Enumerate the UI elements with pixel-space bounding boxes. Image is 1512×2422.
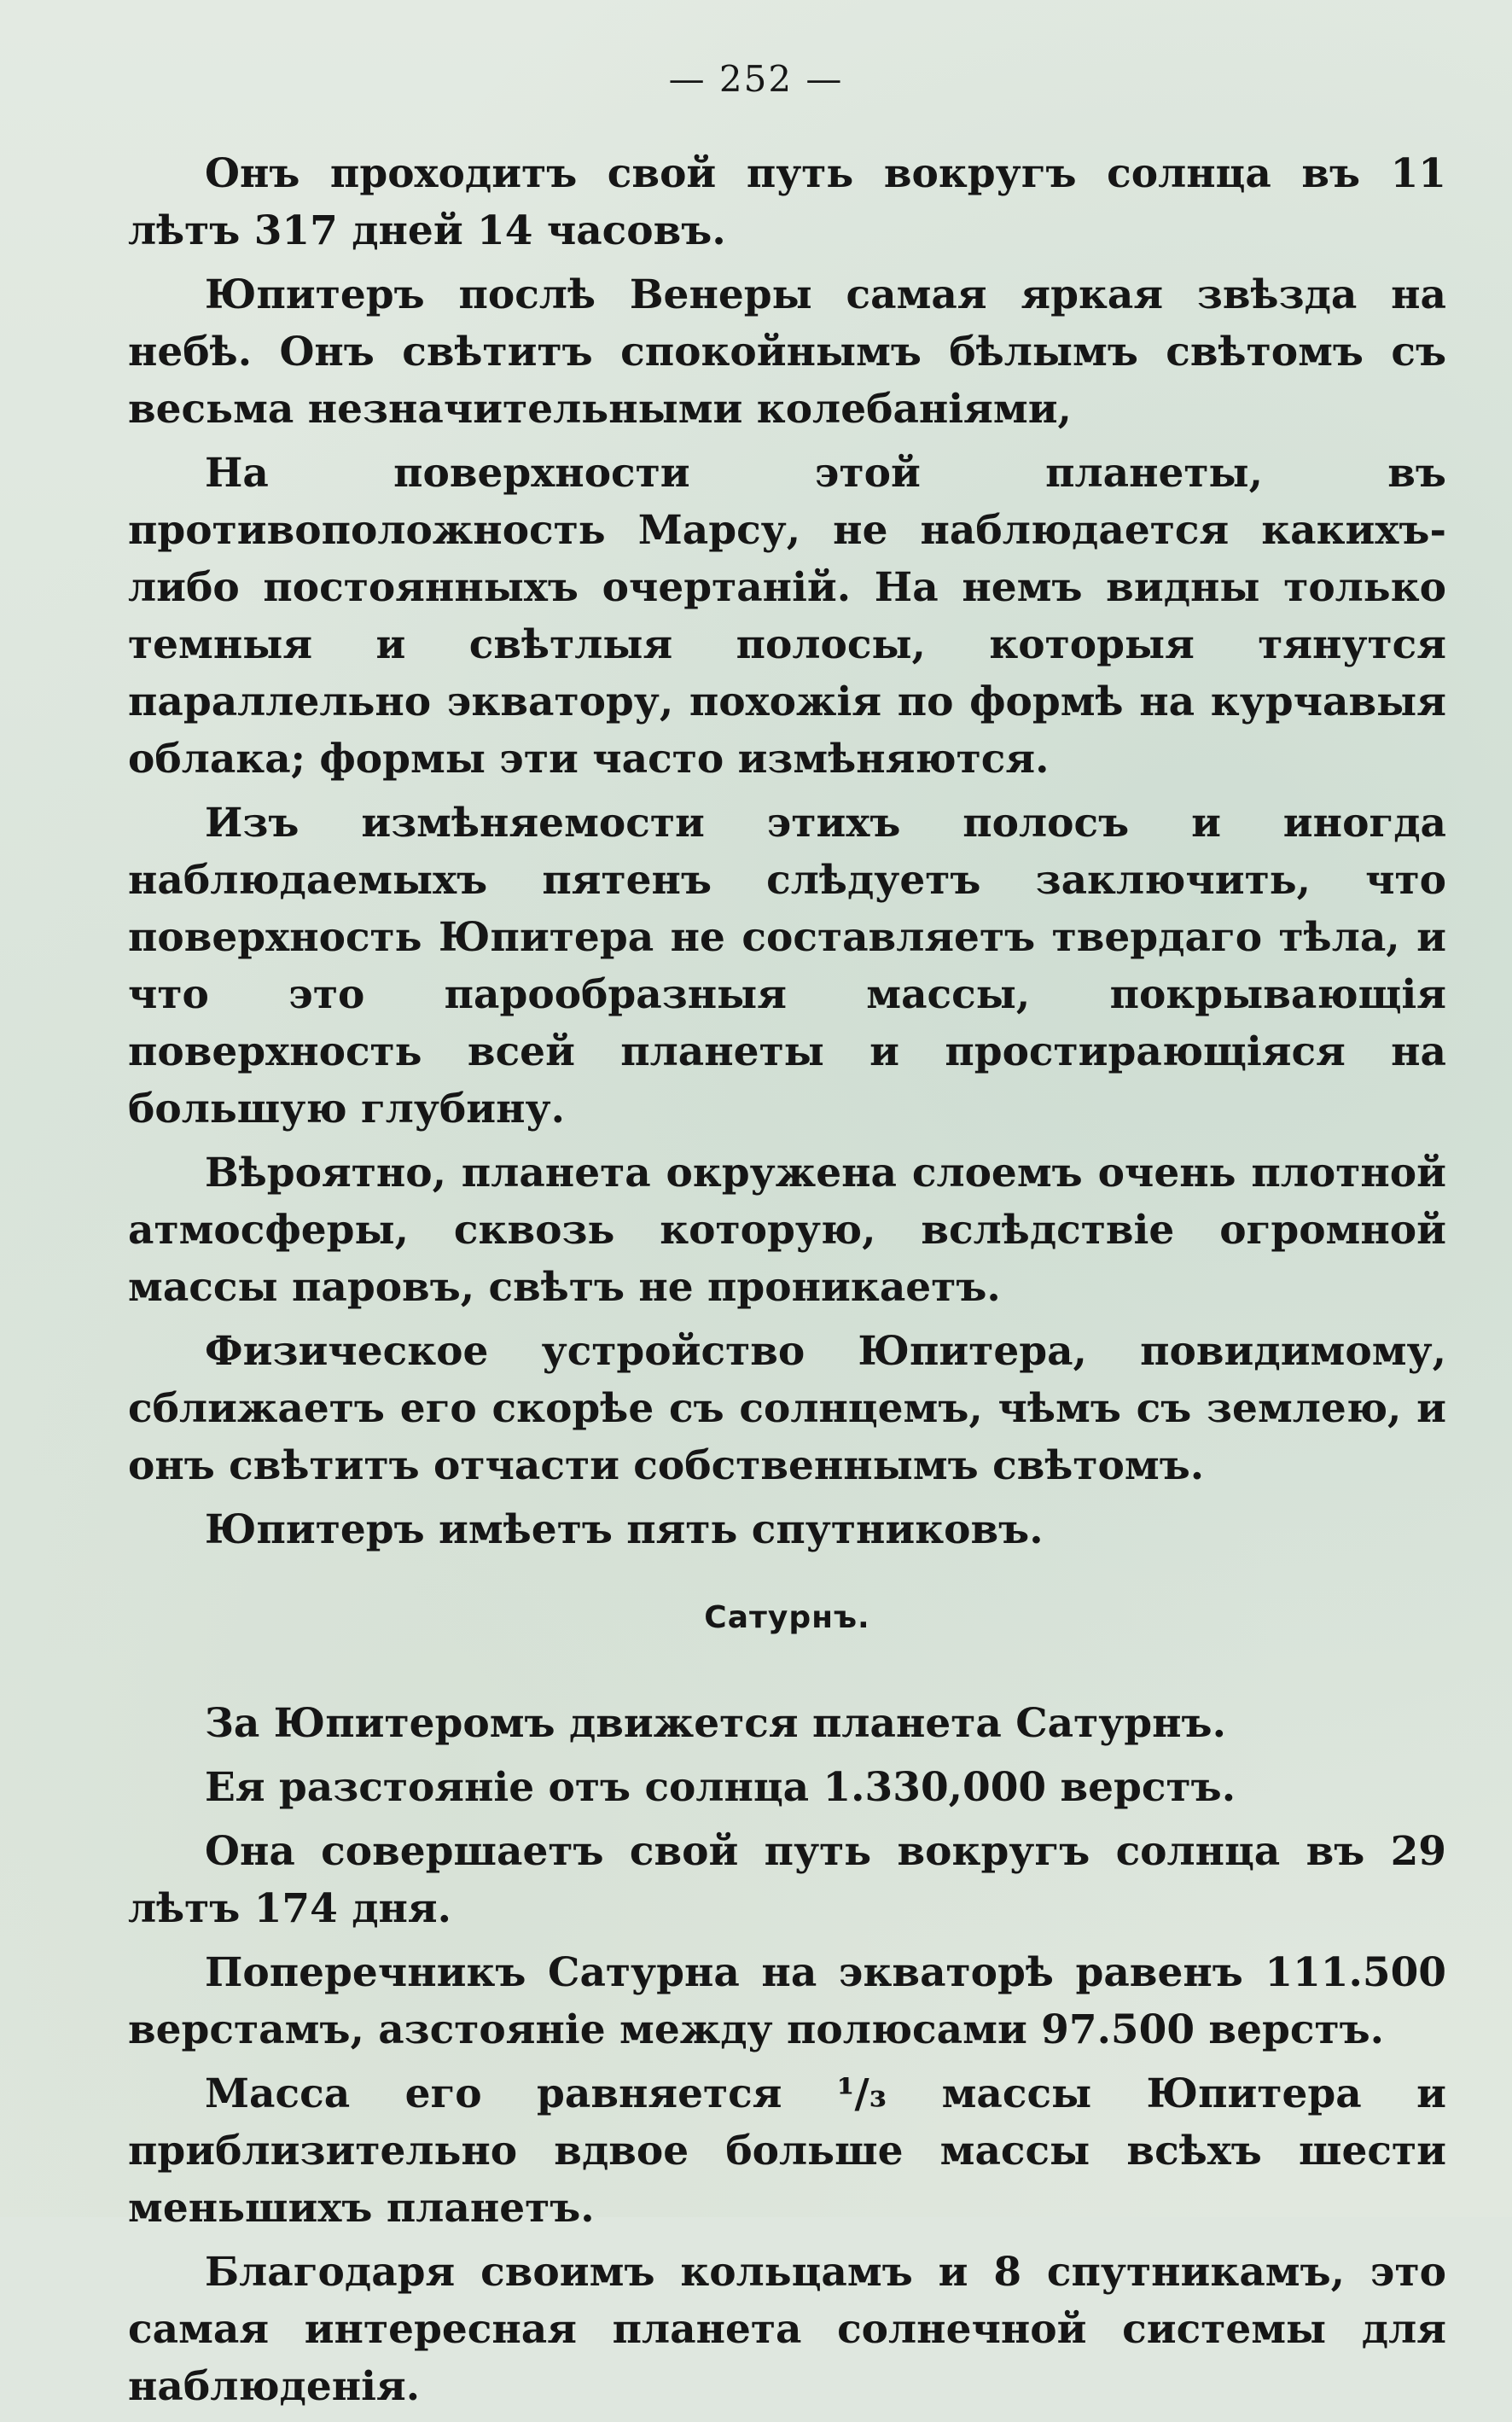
paragraph-saturn-intro: За Юпитеромъ движется планета Сатурнъ. [205, 1700, 1226, 1747]
paragraph-jupiter-brightness: Юпитеръ послѣ Венеры самая яркая звѣзда на небѣ. Онъ свѣтитъ спокойнымъ бѣлымъ свѣтомъ съ весьма незначительными колебаніями, [128, 271, 1446, 433]
page-number: — 252 — [668, 58, 844, 100]
text-block [128, 145, 1446, 2422]
paragraph-jupiter-atmosphere: Вѣроятно, планета окружена слоемъ очень плотной атмосферы, сквозь которую, вслѣдствіе огромной массы паровъ, свѣтъ не проникаетъ. [128, 1150, 1446, 1311]
section-heading-saturn: Сатурнъ. [704, 1600, 870, 1635]
paragraph-jupiter-satellites: Юпитеръ имѣетъ пять спутниковъ. [205, 1506, 1044, 1553]
paragraph-jupiter-bands: Изъ измѣняемости этихъ полосъ и иногда наблюдаемыхъ пятенъ слѣдуетъ заключить, что поверхность Юпитера не составляетъ твердаго тѣла, и что это парообразныя массы, покрывающія поверхность всей планеты и простирающіяся на большую глубину. [128, 800, 1446, 1132]
paragraph-saturn-orbit: Она совершаетъ свой путь вокругъ солнца въ 29 лѣтъ 174 дня. [128, 1828, 1446, 1932]
paragraph-jupiter-orbit: Онъ проходитъ свой путь вокругъ солнца въ 11 лѣтъ 317 дней 14 часовъ. [128, 150, 1446, 254]
paragraph-jupiter-structure: Физическое устройство Юпитера, повидимому, сближаетъ его скорѣе съ солнцемъ, чѣмъ съ землею, и онъ свѣтитъ отчасти собственнымъ свѣтомъ. [128, 1328, 1446, 1489]
paragraph-jupiter-surface: На поверхности этой планеты, въ противоположность Марсу, не наблюдается какихъ-либо постоянныхъ очертаній. На немъ видны только темныя и свѣтлыя полосы, которыя тянутся параллельно экватору, похожія по формѣ на курчавыя облака; формы эти часто измѣняются. [128, 450, 1446, 783]
paragraph-saturn-distance: Ея разстояніе отъ солнца 1.330,000 верстъ. [205, 1764, 1236, 1811]
paragraph-saturn-rings: Благодаря своимъ кольцамъ и 8 спутникамъ, это самая интересная планета солнечной системы для наблюденія. [128, 2249, 1446, 2410]
paragraph-saturn-mass: Масса его равняется ¹/₃ массы Юпитера и приблизительно вдвое больше массы всѣхъ шести меньшихъ планетъ. [128, 2070, 1446, 2232]
paragraph-saturn-diameter: Поперечникъ Сатурна на экваторѣ равенъ 111.500 верстамъ, азстояніе между полюсами 97.500 верстъ. [128, 1949, 1446, 2053]
